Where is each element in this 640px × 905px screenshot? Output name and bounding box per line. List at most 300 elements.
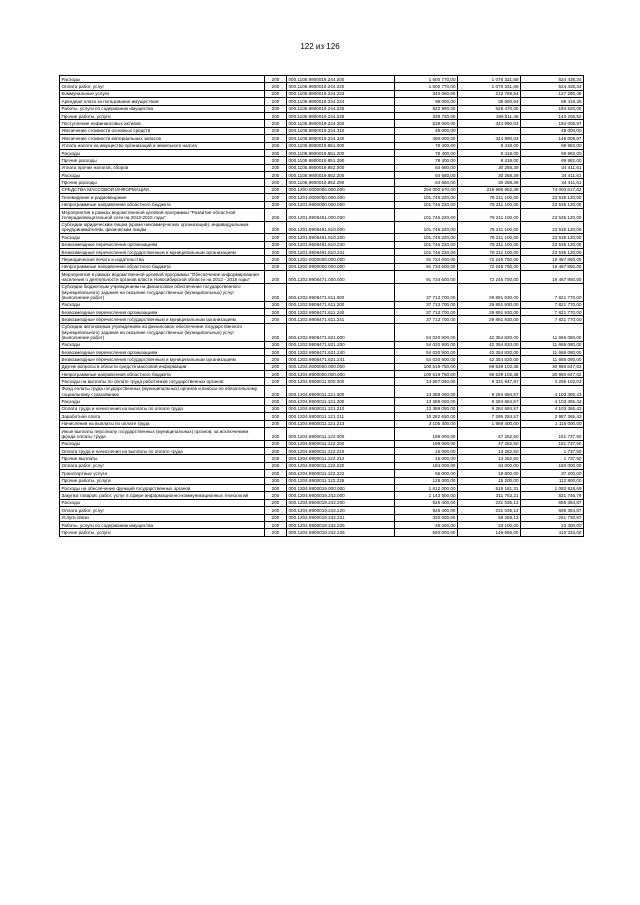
row-name-cell: Расходы	[60, 398, 265, 405]
row-kbk-cell: 000.1204.9900011.122.212	[287, 455, 395, 462]
table-row	[60, 301, 584, 308]
row-remaining-cell: 524 438,34	[521, 76, 584, 83]
row-executed-cell: 69 539 102,38	[458, 371, 521, 378]
table-row	[60, 378, 584, 385]
row-executed-cell: 344 990,03	[458, 135, 521, 142]
row-approved-cell: 822 990,00	[395, 105, 458, 112]
row-executed-cell: 149 666,00	[458, 529, 521, 536]
row-executed-cell: 196 511,48	[458, 112, 521, 119]
row-kbk-cell: 000.1204.9900019.242.000	[287, 492, 395, 499]
row-remaining-cell: 23 535 120,00	[521, 249, 584, 256]
row-name-cell: Безвозмездные перечисления государственным и муниципальным организациям	[60, 316, 265, 323]
row-executed-cell: 29 891 930,00	[458, 316, 521, 323]
row-executed-cell: 42 354 820,00	[458, 341, 521, 348]
row-code-cell: 200	[265, 348, 287, 355]
table-row	[60, 398, 584, 405]
row-kbk-cell: 000.1204.9900011.122.222	[287, 470, 395, 477]
row-kbk-cell: 000.1105.9900019.244.220	[287, 83, 395, 90]
row-code-cell: 200	[265, 164, 287, 171]
row-code-cell: 200	[265, 186, 287, 193]
row-name-cell: Работы, услуги по содержанию имущества	[60, 105, 265, 112]
row-name-cell: Расходы	[60, 440, 265, 447]
row-code-cell: 200	[265, 398, 287, 405]
row-executed-cell: 8 418,00	[458, 149, 521, 156]
row-executed-cell: 231 035,13	[458, 507, 521, 514]
row-name-cell: Расходы	[60, 149, 265, 156]
table-row	[60, 179, 584, 186]
row-approved-cell: 101 746 220,00	[395, 209, 458, 222]
row-executed-cell: 23 100,00	[458, 521, 521, 528]
row-approved-cell: 101 746 220,00	[395, 249, 458, 256]
row-approved-cell: 91 734 600,00	[395, 256, 458, 263]
row-kbk-cell: 000.1202.9908471.000.000	[287, 271, 395, 284]
row-name-cell: Работы, услуги по содержанию имущества	[60, 521, 265, 528]
row-approved-cell: 1 600 770,00	[395, 83, 458, 90]
table-row	[60, 234, 584, 241]
table-row	[60, 263, 584, 270]
budget-execution-table	[59, 75, 584, 537]
row-executed-cell: 47 262,50	[458, 428, 521, 441]
row-name-cell: Расходы	[60, 301, 265, 308]
row-kbk-cell: 000.1204.9900011.122.200	[287, 440, 395, 447]
row-name-cell: Прочие расходы	[60, 179, 265, 186]
row-executed-cell: 29 891 930,00	[458, 283, 521, 301]
table-row	[60, 341, 584, 348]
row-approved-cell: 91 734 600,00	[395, 271, 458, 284]
row-remaining-cell: 34 411,61	[521, 172, 584, 179]
row-executed-cell: 30 268,39	[458, 164, 521, 171]
row-approved-cell: 101 746 220,00	[395, 201, 458, 208]
row-approved-cell: 539 000,00	[395, 120, 458, 127]
row-approved-cell: 64 680,00	[395, 164, 458, 171]
row-kbk-cell: 000.1105.9900019.244.226	[287, 112, 395, 119]
row-name-cell: Телевидение и радиовещание	[60, 194, 265, 201]
page-counter: 122 из 126	[300, 42, 340, 51]
row-remaining-cell: 1 092 818,69	[521, 484, 584, 491]
row-kbk-cell: 000.1204.9900011.122.210	[287, 448, 395, 455]
row-remaining-cell: 59 419,36	[521, 98, 584, 105]
row-executed-cell: 9 284 684,57	[458, 385, 521, 398]
table-row	[60, 385, 584, 398]
table-row	[60, 120, 584, 127]
row-remaining-cell: 143 208,52	[521, 112, 584, 119]
row-code-cell: 200	[265, 440, 287, 447]
table-row	[60, 308, 584, 315]
row-approved-cell: 37 713 700,00	[395, 308, 458, 315]
row-code-cell: 200	[265, 105, 287, 112]
row-approved-cell: 15 000,00	[395, 448, 458, 455]
row-approved-cell: 339 720,00	[395, 112, 458, 119]
row-kbk-cell: 000.1204.9900019.242.221	[287, 514, 395, 521]
row-executed-cell: 628 470,00	[458, 105, 521, 112]
table-row	[60, 363, 584, 370]
row-executed-cell: 1 076 331,68	[458, 83, 521, 90]
row-kbk-cell: 000.1105.9900019.851.290	[287, 157, 395, 164]
row-code-cell: 200	[265, 363, 287, 370]
row-kbk-cell: 000.1204.9900011.122.220	[287, 462, 395, 469]
table-row	[60, 440, 584, 447]
row-code-cell: 200	[265, 194, 287, 201]
row-executed-cell: 47 262,50	[458, 440, 521, 447]
row-remaining-cell: 11 666 080,00	[521, 341, 584, 348]
row-kbk-cell: 000.1201.9908461.000.000	[287, 209, 395, 222]
row-kbk-cell: 000.1204.9900019.000.000	[287, 484, 395, 491]
row-name-cell: Расходы	[60, 499, 265, 506]
row-code-cell: 200	[265, 142, 287, 149]
row-name-cell: Безвозмездные перечисления государственным и муниципальным организациям	[60, 356, 265, 363]
row-remaining-cell: 695 364,87	[521, 507, 584, 514]
row-approved-cell: 54 020 900,00	[395, 341, 458, 348]
row-approved-cell: 37 713 700,00	[395, 316, 458, 323]
table-row	[60, 514, 584, 521]
row-name-cell: Расходы	[60, 234, 265, 241]
row-code-cell: 200	[265, 76, 287, 83]
row-kbk-cell: 000.1201.9908461.810.241	[287, 249, 395, 256]
row-kbk-cell: 000.1105.9900019.244.223	[287, 90, 395, 97]
row-approved-cell: 78 400,00	[395, 157, 458, 164]
row-executed-cell: 78 211 100,00	[458, 201, 521, 208]
row-approved-cell: 490 000,00	[395, 135, 458, 142]
row-kbk-cell: 000.1105.9900019.852.000	[287, 164, 395, 171]
row-name-cell: Начисления на выплаты по оплате труда	[60, 420, 265, 427]
row-kbk-cell: 000.1201.9900000.000.000	[287, 201, 395, 208]
row-remaining-cell: 4 103 365,43	[521, 405, 584, 412]
row-name-cell: Другие вопросы в области средств массовой информации	[60, 363, 265, 370]
row-remaining-cell: 37 200,00	[521, 470, 584, 477]
row-kbk-cell: 000.1201.9908461.810.000	[287, 221, 395, 234]
row-remaining-cell: 19 487 850,00	[521, 271, 584, 284]
table-row	[60, 470, 584, 477]
row-code-cell: 200	[265, 301, 287, 308]
row-remaining-cell: 23 535 120,00	[521, 234, 584, 241]
row-executed-cell: 30 268,39	[458, 179, 521, 186]
row-code-cell: 200	[265, 157, 287, 164]
row-executed-cell: 69 539 102,38	[458, 363, 521, 370]
row-remaining-cell: 194 520,00	[521, 105, 584, 112]
row-code-cell: 200	[265, 127, 287, 134]
row-remaining-cell: 11 666 080,00	[521, 323, 584, 341]
row-code-cell: 200	[265, 405, 287, 412]
row-kbk-cell: 000.1105.9900019.244.340	[287, 135, 395, 142]
row-kbk-cell: 000.1204.0000000.000.000	[287, 363, 395, 370]
table-row	[60, 413, 584, 420]
row-executed-cell: 78 211 100,00	[458, 194, 521, 201]
row-code-cell: 200	[265, 378, 287, 385]
row-executed-cell: -	[458, 127, 521, 134]
row-remaining-cell: 34 411,61	[521, 164, 584, 171]
row-approved-cell: 54 020 900,00	[395, 356, 458, 363]
row-code-cell: 200	[265, 455, 287, 462]
row-name-cell: Уплата налога на имущество организаций и земельного налога	[60, 142, 265, 149]
row-name-cell: Прочие расходы	[60, 157, 265, 164]
row-remaining-cell: 7 821 770,00	[521, 283, 584, 301]
row-executed-cell: 1 076 331,68	[458, 76, 521, 83]
row-code-cell: 200	[265, 209, 287, 222]
row-name-cell: Безвозмездные перечисления организациям	[60, 308, 265, 315]
row-executed-cell: 78 211 100,00	[458, 234, 521, 241]
row-approved-cell: 98 000,00	[395, 98, 458, 105]
row-code-cell: 200	[265, 83, 287, 90]
row-kbk-cell: 000.1105.9900019.852.200	[287, 172, 395, 179]
row-code-cell: 200	[265, 308, 287, 315]
row-executed-cell: 34 000,00	[458, 462, 521, 469]
row-name-cell: Безвозмездные перечисления государственным и муниципальным организациям	[60, 249, 265, 256]
row-kbk-cell: 000.1105.9900019.851.000	[287, 142, 395, 149]
row-kbk-cell: 000.1202.9900000.000.000	[287, 263, 395, 270]
table-row	[60, 98, 584, 105]
row-approved-cell: 13 388 050,00	[395, 385, 458, 398]
row-kbk-cell: 000.1201.9908461.810.240	[287, 241, 395, 248]
row-code-cell: 200	[265, 521, 287, 528]
row-approved-cell: 13 388 050,00	[395, 398, 458, 405]
row-executed-cell: 219 996 952,38	[458, 186, 521, 193]
row-approved-cell: 340 060,00	[395, 90, 458, 97]
row-approved-cell: 926 400,00	[395, 499, 458, 506]
row-approved-cell: 13 587 050,00	[395, 378, 458, 385]
row-name-cell: Оплата работ, услуг	[60, 83, 265, 90]
row-executed-cell: 42 354 820,00	[458, 323, 521, 341]
row-kbk-cell: 000.1204.9900019.242.226	[287, 529, 395, 536]
row-code-cell: 200	[265, 385, 287, 398]
row-approved-cell: 46 400,00	[395, 521, 458, 528]
row-code-cell: 200	[265, 484, 287, 491]
row-code-cell: 200	[265, 492, 287, 499]
row-code-cell: 200	[265, 371, 287, 378]
table-row	[60, 172, 584, 179]
row-code-cell: 200	[265, 234, 287, 241]
row-kbk-cell: 000.1202.9908471.611.240	[287, 308, 395, 315]
row-executed-cell: 231 035,13	[458, 499, 521, 506]
row-executed-cell: 13 262,50	[458, 455, 521, 462]
row-code-cell: 200	[265, 98, 287, 105]
row-code-cell: 200	[265, 249, 287, 256]
row-approved-cell: 1 600 770,00	[395, 76, 458, 83]
row-kbk-cell: 000.1105.9900019.244.300	[287, 120, 395, 127]
row-executed-cell: 42 354 820,00	[458, 356, 521, 363]
row-executed-cell: 1 989 400,00	[458, 420, 521, 427]
row-approved-cell: 199 000,00	[395, 440, 458, 447]
row-remaining-cell: 69 982,00	[521, 142, 584, 149]
row-name-cell: Расходы на обеспечение функций государственных органов	[60, 484, 265, 491]
row-code-cell: 200	[265, 341, 287, 348]
row-code-cell: 200	[265, 90, 287, 97]
table-row	[60, 112, 584, 119]
row-code-cell: 200	[265, 316, 287, 323]
table-row	[60, 420, 584, 427]
row-remaining-cell: 7 821 770,00	[521, 301, 584, 308]
row-name-cell: Расходы на выплаты по оплате труда работников государственных органов	[60, 378, 265, 385]
table-row	[60, 256, 584, 263]
row-name-cell: Расходы	[60, 341, 265, 348]
row-kbk-cell: 000.1204.9900019.242.220	[287, 507, 395, 514]
row-kbk-cell: 000.1105.9900019.244.310	[287, 127, 395, 134]
row-approved-cell: 294 000 570,00	[395, 186, 458, 193]
row-approved-cell: 101 746 220,00	[395, 194, 458, 201]
row-remaining-cell: 151 737,50	[521, 428, 584, 441]
row-remaining-cell: 150 000,00	[521, 462, 584, 469]
row-approved-cell: 926 400,00	[395, 507, 458, 514]
row-approved-cell: 78 400,00	[395, 142, 458, 149]
row-code-cell: 200	[265, 221, 287, 234]
table-row	[60, 209, 584, 222]
row-executed-cell: 38 580,64	[458, 98, 521, 105]
row-code-cell: 200	[265, 112, 287, 119]
row-kbk-cell: 000.1202.9908471.621.200	[287, 341, 395, 348]
row-name-cell: Фонд оплаты труда государственных (муниципальных) органов и взносы по обязательному социальному страхованию	[60, 385, 265, 398]
row-executed-cell: 8 418,00	[458, 157, 521, 164]
row-approved-cell: 64 680,00	[395, 179, 458, 186]
row-name-cell: Непрограммные направления областного бюджета	[60, 201, 265, 208]
row-executed-cell: 18 800,00	[458, 470, 521, 477]
row-remaining-cell: 194 009,97	[521, 120, 584, 127]
row-code-cell: 200	[265, 283, 287, 301]
row-kbk-cell: 000.1202.9908471.621.241	[287, 356, 395, 363]
row-approved-cell: 13 388 050,00	[395, 405, 458, 412]
table-row	[60, 428, 584, 441]
row-kbk-cell: 000.1202.9908471.621.000	[287, 323, 395, 341]
row-kbk-cell: 000.1204.9900000.000.000	[287, 371, 395, 378]
row-remaining-cell: 30 980 647,62	[521, 371, 584, 378]
row-kbk-cell: 000.1204.9900019.242.200	[287, 499, 395, 506]
row-code-cell: 200	[265, 323, 287, 341]
row-kbk-cell: 000.1204.9900011.122.226	[287, 477, 395, 484]
row-kbk-cell: 000.1204.9900011.121.200	[287, 398, 395, 405]
row-approved-cell: 91 734 600,00	[395, 263, 458, 270]
row-remaining-cell: 19 487 850,00	[521, 263, 584, 270]
row-name-cell: Безвозмездные перечисления организациям	[60, 241, 265, 248]
row-name-cell: Прочие работы, услуги	[60, 112, 265, 119]
row-code-cell: 200	[265, 499, 287, 506]
row-kbk-cell: 000.1204.9900011.121.210	[287, 405, 395, 412]
table-row	[60, 201, 584, 208]
row-remaining-cell: 4 103 365,43	[521, 398, 584, 405]
row-approved-cell: 199 000,00	[395, 428, 458, 441]
row-executed-cell: 344 990,03	[458, 120, 521, 127]
row-executed-cell: 78 211 100,00	[458, 209, 521, 222]
row-kbk-cell: 000.1204.9900019.242.225	[287, 521, 395, 528]
row-kbk-cell: 000.1204.9900011.121.211	[287, 413, 395, 420]
row-executed-cell: 7 295 284,57	[458, 413, 521, 420]
row-code-cell: 200	[265, 514, 287, 521]
row-approved-cell: 101 746 220,00	[395, 221, 458, 234]
table-row	[60, 186, 584, 193]
row-remaining-cell: 695 364,87	[521, 499, 584, 506]
row-kbk-cell: 000.1105.9900019.244.200	[287, 76, 395, 83]
table-row	[60, 135, 584, 142]
row-remaining-cell: 2 987 365,43	[521, 413, 584, 420]
row-remaining-cell: 151 737,50	[521, 440, 584, 447]
row-executed-cell: 30 268,39	[458, 172, 521, 179]
row-name-cell: Услуги связи	[60, 514, 265, 521]
row-kbk-cell: 000.1204.9900011.121.000	[287, 385, 395, 398]
row-name-cell: Поступление нефинансовых активов	[60, 120, 265, 127]
row-remaining-cell: 34 411,61	[521, 179, 584, 186]
row-name-cell: Непрограммные направления областного бюджета	[60, 263, 265, 270]
row-code-cell: 200	[265, 413, 287, 420]
table-row	[60, 405, 584, 412]
table-row	[60, 249, 584, 256]
row-executed-cell: 9 284 684,57	[458, 405, 521, 412]
row-approved-cell: 10 282 650,00	[395, 413, 458, 420]
row-code-cell: 200	[265, 172, 287, 179]
row-executed-cell: 8 418,00	[458, 142, 521, 149]
row-code-cell: 200	[265, 462, 287, 469]
table-row	[60, 83, 584, 90]
row-approved-cell: 100 519 750,00	[395, 363, 458, 370]
row-code-cell: 200	[265, 179, 287, 186]
row-name-cell: Мероприятия в рамках ведомственной целевой программы "Обеспечение информирования населения о деятельности органов власти Новосибирской области на 2012 - 2015 годы"	[60, 271, 265, 284]
row-name-cell: Прочие работы, услуги	[60, 529, 265, 536]
row-kbk-cell: 000.1200.0000000.000.000	[287, 186, 395, 193]
row-approved-cell: 184 000,00	[395, 462, 458, 469]
row-name-cell: Иные выплаты персоналу государственных (муниципальных) органов, за исключением фонда оплаты труда	[60, 428, 265, 441]
row-name-cell: Арендная плата за пользование имуществом	[60, 98, 265, 105]
row-executed-cell: 72 246 750,00	[458, 263, 521, 270]
row-approved-cell: 54 020 900,00	[395, 323, 458, 341]
table-row	[60, 127, 584, 134]
row-executed-cell: 15 200,00	[458, 477, 521, 484]
row-name-cell: Субсидии бюджетным учреждениям на финансовое обеспечение государственного (муниципального) задания на оказание государственных (муниципальных) услуг (выполнение работ)	[60, 283, 265, 301]
row-name-cell: Субсидии юридическим лицам (кроме некоммерческих организаций), индивидуальным предпринимателям, физическим лицам	[60, 221, 265, 234]
row-code-cell: 200	[265, 135, 287, 142]
row-remaining-cell: 23 535 120,00	[521, 194, 584, 201]
row-name-cell: Коммунальные услуги	[60, 90, 265, 97]
row-kbk-cell: 000.1202.9908471.611.241	[287, 316, 395, 323]
row-executed-cell: 212 769,54	[458, 90, 521, 97]
table-row	[60, 529, 584, 536]
row-name-cell: Прочие выплаты	[60, 455, 265, 462]
table-row	[60, 105, 584, 112]
row-remaining-cell: 11 666 080,00	[521, 348, 584, 355]
row-remaining-cell: 23 535 120,00	[521, 221, 584, 234]
row-name-cell: Оплата труда и начисления на выплаты по оплате труда	[60, 448, 265, 455]
row-remaining-cell: 145 009,97	[521, 135, 584, 142]
row-remaining-cell: 19 487 850,00	[521, 256, 584, 263]
row-executed-cell: 42 354 820,00	[458, 348, 521, 355]
table-row	[60, 462, 584, 469]
row-approved-cell: 78 400,00	[395, 149, 458, 156]
row-executed-cell: 9 331 947,97	[458, 378, 521, 385]
row-executed-cell: 78 211 100,00	[458, 249, 521, 256]
row-name-cell: Увеличение стоимости основных средств	[60, 127, 265, 134]
row-name-cell: Транспортные услуги	[60, 470, 265, 477]
row-name-cell: Прочие работы, услуги	[60, 477, 265, 484]
table-row	[60, 194, 584, 201]
table-row	[60, 142, 584, 149]
row-approved-cell: 128 000,00	[395, 477, 458, 484]
row-executed-cell: 311 753,21	[458, 492, 521, 499]
row-name-cell: Расходы	[60, 76, 265, 83]
row-approved-cell: 56 000,00	[395, 470, 458, 477]
row-remaining-cell: 1 737,50	[521, 455, 584, 462]
row-kbk-cell: 000.1202.9908471.611.000	[287, 283, 395, 301]
row-approved-cell: 320 000,00	[395, 514, 458, 521]
row-name-cell: Периодическая печать и издательства	[60, 256, 265, 263]
row-executed-cell: 29 891 930,00	[458, 308, 521, 315]
row-remaining-cell: 127 290,46	[521, 90, 584, 97]
row-kbk-cell: 000.1201.9908461.810.200	[287, 234, 395, 241]
row-remaining-cell: 23 535 120,00	[521, 241, 584, 248]
row-remaining-cell: 23 535 120,00	[521, 201, 584, 208]
row-remaining-cell: 112 800,00	[521, 477, 584, 484]
row-kbk-cell: 000.1201.0000000.000.000	[287, 194, 395, 201]
row-name-cell: Непрограммные направления областного бюджета	[60, 371, 265, 378]
table-row	[60, 455, 584, 462]
row-code-cell: 200	[265, 241, 287, 248]
row-code-cell: 200	[265, 149, 287, 156]
row-code-cell: 200	[265, 263, 287, 270]
row-remaining-cell: 4 255 102,03	[521, 378, 584, 385]
